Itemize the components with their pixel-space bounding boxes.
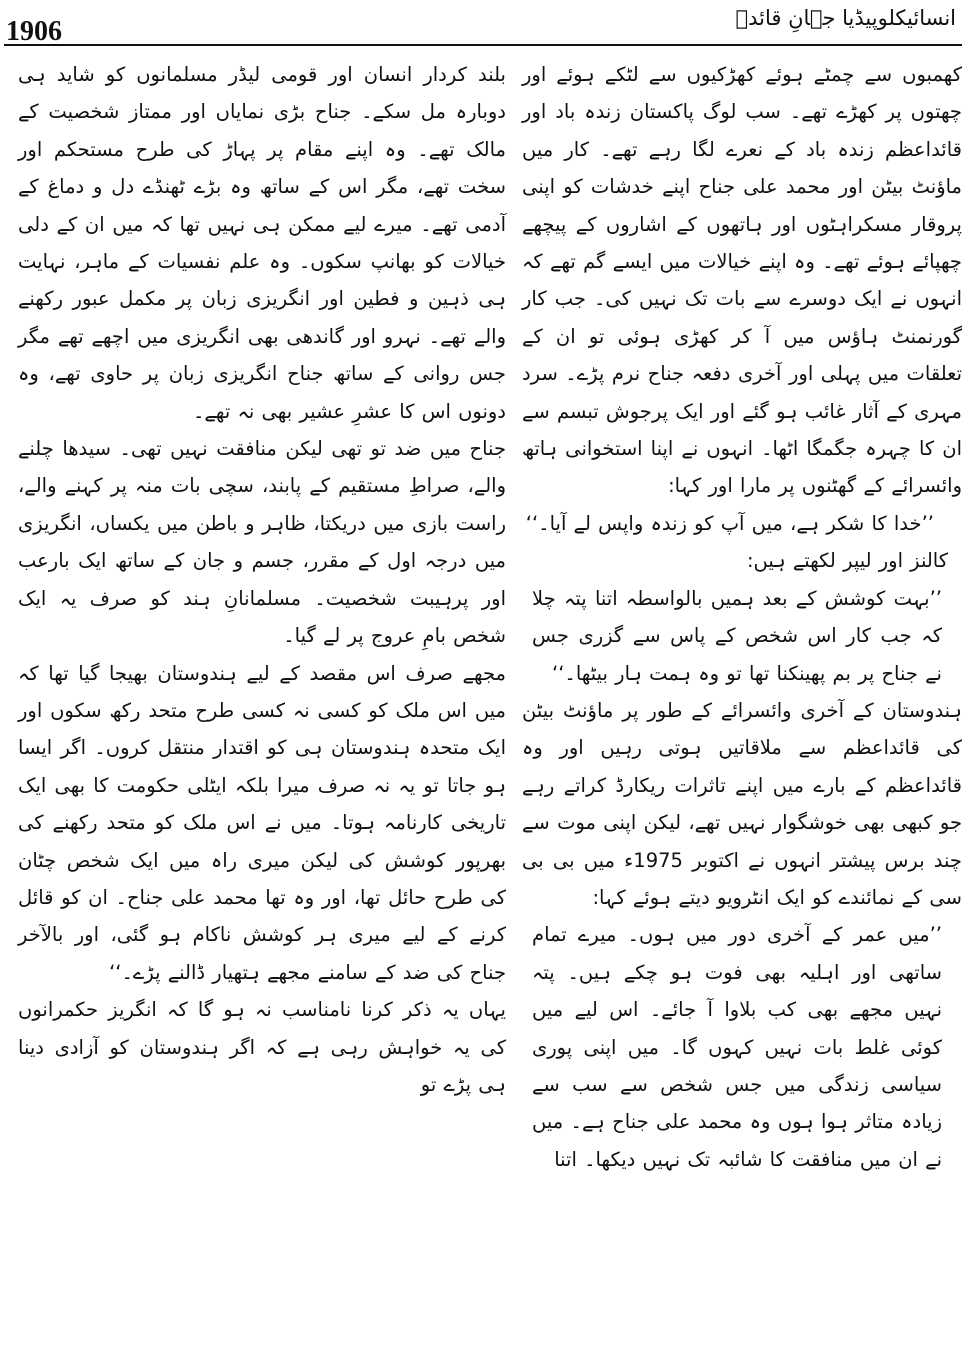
- right-column: [522, 56, 962, 1178]
- quote: ’’میں عمر کے آخری دور میں ہوں۔ میرے تمام ساتھی اور اہلیہ بھی فوت ہو چکے ہیں۔ پتہ نہیں مجھے بھی کب بلاوا آ جائے۔ اس لیے میں کوئی غلط بات نہیں کہوں گا۔ میں اپنی پوری سیاسی زندگی میں جس شخص سے سب سے زیادہ متاثر ہوا ہوں وہ محمد علی جناح ہے۔ میں نے ان میں منافقت کا شائبہ تک نہیں دیکھا۔ اتنا: [532, 923, 942, 1171]
- paragraph: کالنز اور لیپر لکھتے ہیں:: [746, 549, 948, 573]
- page-number: 1906: [6, 16, 62, 47]
- quote: ’’خدا کا شکر ہے، میں آپ کو زندہ واپس لے آیا۔‘‘: [525, 511, 934, 535]
- paragraph: کھمبوں سے چمٹے ہوئے کھڑکیوں سے لٹکے ہوئے اور چھتوں پر کھڑے تھے۔ سب لوگ پاکستان زندہ باد اور قائداعظم زندہ باد کے نعرے لگا رہے تھے۔ کار میں ماؤنٹ بیٹن اور محمد علی جناح اپنے خدشات کو اپنی پروقار مسکراہٹوں اور ہاتھوں کے اشاروں کے پیچھے چھپائے ہوئے تھے۔ وہ اپنے خیالات میں ایسے گم تھے کہ انہوں نے ایک دوسرے سے بات تک نہیں کی۔ جب کار گورنمنٹ ہاؤس میں آ کر کھڑی ہوئی تو ان کے تعلقات میں پہلی اور آخری دفعہ جناح نرم پڑے۔ سرد مہری کے آثار غائب ہو گئے اور ایک پرجوش تبسم سے ان کا چہرہ جگمگا اٹھا۔ انہوں نے اپنا استخوانی ہاتھ وائسرائے کے گھٹنوں پر مارا اور کہا:: [522, 63, 962, 498]
- left-column: [18, 56, 506, 1103]
- paragraph: جناح میں ضد تو تھی لیکن منافقت نہیں تھی۔ سیدھا چلنے والے، صراطِ مستقیم کے پابند، سچی بات منہ پر کہنے والے، راست بازی میں دریکتا، ظاہر و باطن میں یکساں، انگریزی میں درجہ اول کے مقرر، جسم و جان کے ساتھ ایک بارعب اور پرہیبت شخصیت۔ مسلمانانِ ہند کو صرف یہ ایک شخص بامِ عروج پر لے گیا۔: [18, 437, 506, 648]
- paragraph: ہندوستان کے آخری وائسرائے کے طور پر ماؤنٹ بیٹن کی قائداعظم سے ملاقاتیں ہوتی رہیں اور وہ قائداعظم کے بارے میں اپنے تاثرات ریکارڈ کراتے رہے جو کبھی بھی خوشگوار نہیں تھے، لیکن اپنی موت سے چند برس پیشتر انہوں نے اکتوبر 1975ء میں بی بی سی کے نمائندے کو ایک انٹرویو دیتے ہوئے کہا:: [522, 698, 962, 909]
- paragraph: بلند کردار انسان اور قومی لیڈر مسلمانوں کو شاید ہی دوبارہ مل سکے۔ جناح بڑی نمایاں اور ممتاز شخصیت کے مالک تھے۔ وہ اپنے مقام پر پہاڑ کی طرح مستحکم اور سخت تھے، مگر اس کے ساتھ وہ بڑے ٹھنڈے دل و دماغ کے آدمی تھے۔ میرے لیے ممکن ہی نہیں تھا کہ میں ان کے دلی خیالات کو بھانپ سکوں۔ وہ علم نفسیات کے ماہر، نہایت ہی ذہین و فطین اور انگریزی زبان پر مکمل عبور رکھنے والے تھے۔ نہرو اور گاندھی بھی انگریزی میں اچھے تھے مگر جس روانی کے ساتھ جناح انگریزی زبان پر حاوی تھے، وہ دونوں اس کا عشرِ عشیر بھی نہ تھے۔: [18, 63, 506, 423]
- paragraph: مجھے صرف اس مقصد کے لیے ہندوستان بھیجا گیا تھا کہ میں اس ملک کو کسی نہ کسی طرح متحد رکھ سکوں اور ایک متحدہ ہندوستان ہی کو اقتدار منتقل کروں۔ اگر ایسا ہو جاتا تو یہ نہ صرف میرا بلکہ ایٹلی حکومت کا بھی ایک تاریخی کارنامہ ہوتا۔ میں نے اس ملک کو متحد رکھنے کی بھرپور کوشش کی لیکن میری راہ میں ایک شخص چٹان کی طرح حائل تھا، اور وہ تھا محمد علی جناح۔ ان کو قائل کرنے کے لیے میری ہر کوشش ناکام ہو گئی، اور بالآخر جناح کی ضد کے سامنے مجھے ہتھیار ڈالنے پڑے۔‘‘: [18, 661, 506, 984]
- paragraph: یہاں یہ ذکر کرنا نامناسب نہ ہو گا کہ انگریز حکمرانوں کی یہ خواہش رہی ہے کہ اگر ہندوستان کو آزادی دینا ہی پڑے تو: [18, 998, 506, 1096]
- running-title: انسائیکلوپیڈیا جہانِ قائدؒ: [735, 6, 956, 30]
- quote: ’’بہت کوشش کے بعد ہمیں بالواسطہ اتنا پتہ چلا کہ جب کار اس شخص کے پاس سے گزری جس نے جناح پر بم پھینکنا تھا تو وہ ہمت ہار بیٹھا۔‘‘: [532, 586, 942, 685]
- page-header: [0, 0, 968, 52]
- header-rule: [4, 44, 962, 46]
